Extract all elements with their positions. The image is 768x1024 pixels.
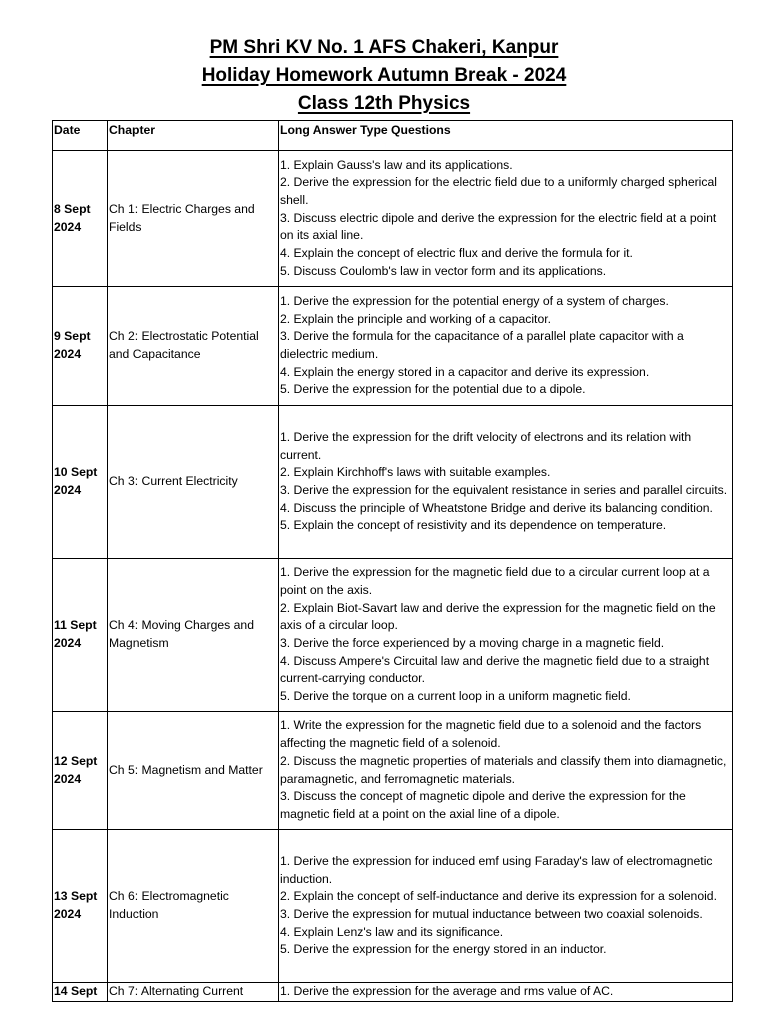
questions-cell [279, 830, 733, 983]
column-header-questions: Long Answer Type Questions [279, 121, 733, 151]
question-item: 5. Derive the expression for the energy stored in an inductor. [280, 942, 607, 957]
question-item: 4. Explain Lenz's law and its significance. [280, 924, 504, 939]
table-row [53, 830, 733, 983]
question-item: 2. Explain the concept of self-inductance and derive its expression for a solenoid. [280, 889, 717, 904]
question-item: 2. Explain the principle and working of a capacitor. [280, 311, 551, 326]
table-row [53, 151, 733, 287]
assignment-title: Holiday Homework Autumn Break - 2024 [201, 65, 567, 86]
question-item: 1. Write the expression for the magnetic field due to a solenoid and the factors affecting the magnetic field of a solenoid. [280, 718, 702, 751]
question-item: 2. Explain Biot-Savart law and derive the expression for the magnetic field on the axis of a circular loop. [280, 600, 716, 633]
table-row [53, 406, 733, 559]
question-item: 1. Derive the expression for the average and rms value of AC. [280, 984, 614, 999]
document-header [0, 34, 768, 118]
chapter-cell: Ch 3: Current Electricity [108, 406, 279, 559]
date-cell: 10 Sept 2024 [53, 406, 108, 559]
questions-cell [279, 287, 733, 406]
chapter-cell: Ch 7: Alternating Current [108, 983, 279, 1002]
questions-cell [279, 712, 733, 830]
question-item: 2. Discuss the magnetic properties of materials and classify them into diamagnetic, paramagnetic, and ferromagnetic materials. [280, 753, 727, 786]
question-item: 3. Discuss the concept of magnetic dipole and derive the expression for the magnetic field at a point on the axial line of a dipole. [280, 789, 686, 821]
table-row [53, 287, 733, 406]
chapter-cell: Ch 6: Electromagnetic Induction [108, 830, 279, 983]
question-item: 4. Explain the concept of electric flux and derive the formula for it. [280, 246, 633, 261]
chapter-cell: Ch 1: Electric Charges and Fields [108, 151, 279, 287]
class-subject: Class 12th Physics [297, 93, 471, 114]
question-item: 3. Derive the expression for mutual inductance between two coaxial solenoids. [280, 907, 703, 921]
question-item: 3. Derive the force experienced by a moving charge in a magnetic field. [280, 636, 665, 650]
questions-cell [279, 983, 733, 1002]
question-item: 1. Derive the expression for the magnetic field due to a circular current loop at a point on the axis. [280, 565, 710, 597]
date-cell: 14 Sept [53, 983, 108, 1002]
homework-table [52, 120, 733, 1002]
date-cell: 8 Sept 2024 [53, 151, 108, 287]
table-row [53, 559, 733, 712]
questions-cell [279, 406, 733, 559]
question-item: 3. Discuss electric dipole and derive the expression for the electric field at a point on its axial line. [280, 210, 717, 243]
column-header-chapter: Chapter [108, 121, 279, 151]
questions-cell [279, 151, 733, 287]
question-item: 2. Derive the expression for the electric field due to a uniformly charged spherical shell. [280, 175, 717, 207]
date-cell: 9 Sept 2024 [53, 287, 108, 406]
school-name: PM Shri KV No. 1 AFS Chakeri, Kanpur [209, 37, 559, 58]
date-cell: 13 Sept 2024 [53, 830, 108, 983]
questions-cell [279, 559, 733, 712]
question-item: 1. Derive the expression for induced emf using Faraday's law of electromagnetic induction. [280, 853, 713, 886]
question-item: 1. Explain Gauss's law and its applications. [280, 157, 513, 172]
date-cell: 12 Sept 2024 [53, 712, 108, 830]
question-item: 2. Explain Kirchhoff's laws with suitable examples. [280, 465, 551, 480]
question-item: 5. Explain the concept of resistivity and its dependence on temperature. [280, 518, 667, 533]
question-item: 3. Derive the expression for the equivalent resistance in series and parallel circuits. [280, 483, 728, 497]
table-row [53, 712, 733, 830]
table-header-row [53, 121, 733, 151]
question-item: 4. Explain the energy stored in a capacitor and derive its expression. [280, 364, 650, 379]
question-item: 1. Derive the expression for the potential energy of a system of charges. [280, 293, 669, 308]
chapter-cell: Ch 5: Magnetism and Matter [108, 712, 279, 830]
question-item: 5. Derive the torque on a current loop in a uniform magnetic field. [280, 689, 631, 704]
table-row [53, 983, 733, 1002]
question-item: 5. Discuss Coulomb's law in vector form and its applications. [280, 263, 607, 278]
chapter-cell: Ch 2: Electrostatic Potential and Capacitance [108, 287, 279, 406]
column-header-date: Date [53, 121, 108, 151]
question-item: 1. Derive the expression for the drift velocity of electrons and its relation with current. [280, 429, 692, 462]
question-item: 4. Discuss the principle of Wheatstone Bridge and derive its balancing condition. [280, 500, 713, 515]
question-item: 3. Derive the formula for the capacitance of a parallel plate capacitor with a dielectric medium. [280, 329, 684, 361]
date-cell: 11 Sept 2024 [53, 559, 108, 712]
chapter-cell: Ch 4: Moving Charges and Magnetism [108, 559, 279, 712]
question-item: 4. Discuss Ampere's Circuital law and derive the magnetic field due to a straight current-carrying conductor. [280, 653, 710, 686]
question-item: 5. Derive the expression for the potential due to a dipole. [280, 382, 586, 397]
